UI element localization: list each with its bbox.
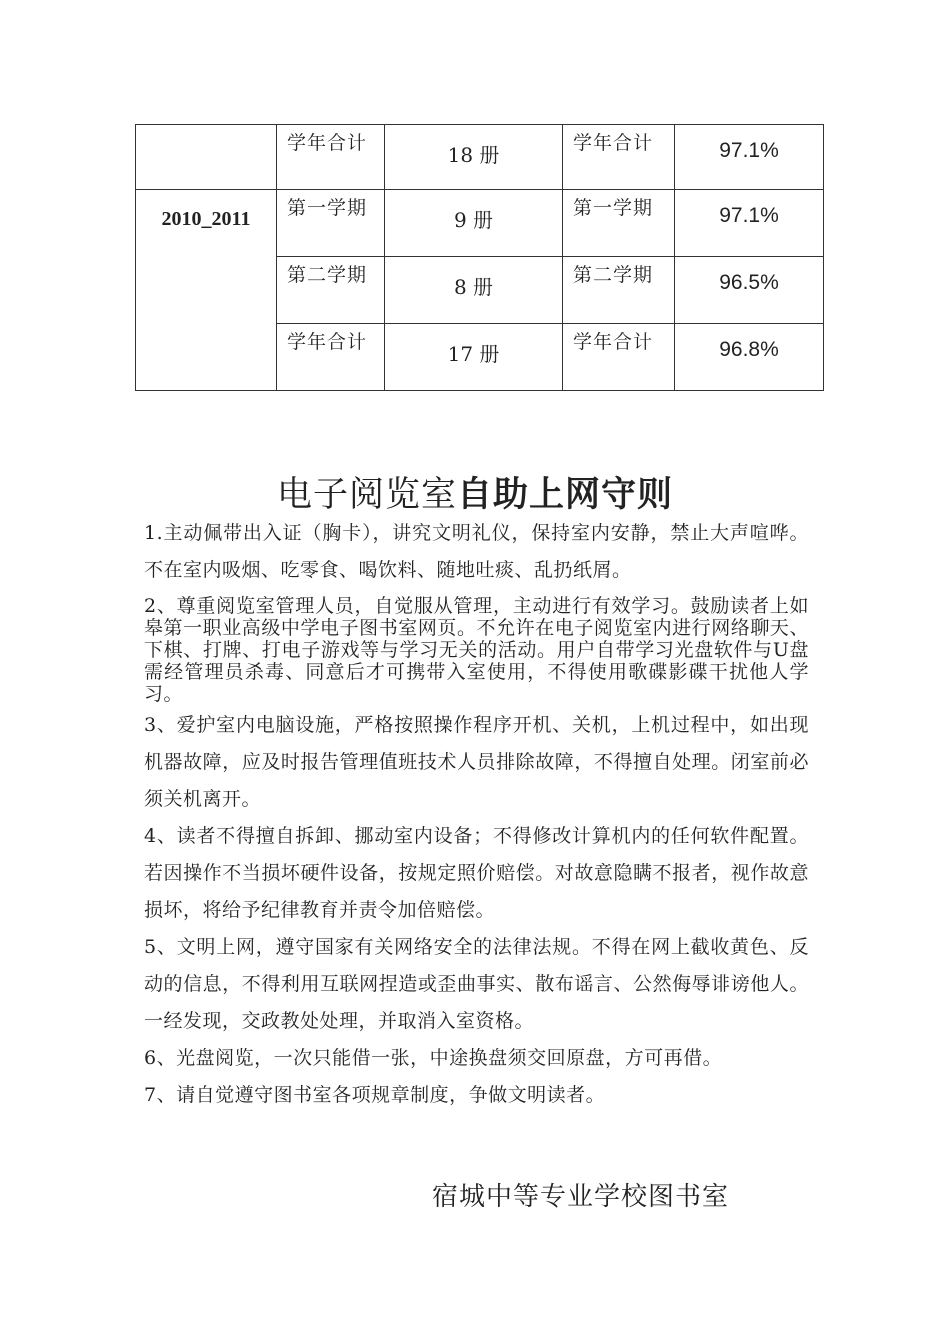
books-count: 17 册 bbox=[447, 342, 500, 366]
books-count: 8 册 bbox=[453, 275, 494, 299]
rate-value: 97.1% bbox=[719, 204, 779, 227]
rate-value: 96.8% bbox=[719, 338, 779, 361]
rule-item: 3、爱护室内电脑设施，严格按照操作程序开机、关机，上机过程中，如出现机器故障，应及时报告管理值班技术人员排除故障，不得擅自处理。闭室前必须关机离开。 bbox=[144, 714, 809, 810]
rules-list bbox=[144, 515, 809, 1114]
rule-item: 1.主动佩带出入证（胸卡），讲究文明礼仪，保持室内安静，禁止大声喧哗。不在室内吸烟、吃零食、喝饮料、随地吐痰、乱扔纸屑。 bbox=[144, 522, 809, 581]
table-row bbox=[136, 125, 824, 190]
books-count: 9 册 bbox=[453, 208, 494, 232]
rule-item: 2、尊重阅览室管理人员，自觉服从管理，主动进行有效学习。鼓励读者上如皋第一职业高级中学电子图书室网页。不允许在电子阅览室内进行网络聊天、下棋、打牌、打电子游戏等与学习无关的活动。用户自带学习光盘软件与U盘需经管理员杀毒、同意后才可携带入室使用，不得使用歌碟影碟干扰他人学习。 bbox=[144, 595, 809, 705]
term-label: 第二学期 bbox=[573, 264, 654, 286]
term-label: 第一学期 bbox=[573, 197, 654, 219]
year-cell-top bbox=[136, 125, 277, 190]
rule-item: 7、请自觉遵守图书室各项规章制度，争做文明读者。 bbox=[144, 1084, 606, 1106]
term-label: 学年合计 bbox=[573, 132, 654, 154]
term-label: 学年合计 bbox=[287, 132, 368, 154]
year-cell bbox=[136, 190, 277, 391]
table-row bbox=[136, 190, 824, 257]
title-part-1: 电子阅览室 bbox=[276, 475, 457, 515]
rate-value: 97.1% bbox=[719, 139, 779, 162]
term-label: 第一学期 bbox=[287, 197, 368, 219]
term-label: 学年合计 bbox=[287, 331, 368, 353]
term-label: 学年合计 bbox=[573, 331, 654, 353]
rate-value: 96.5% bbox=[719, 271, 779, 294]
page-title bbox=[0, 467, 950, 517]
title-part-2: 自助上网守则 bbox=[457, 475, 674, 515]
school-year: 2010_2011 bbox=[161, 208, 251, 230]
rule-item: 5、文明上网，遵守国家有关网络安全的法律法规。不得在网上截收黄色、反动的信息，不得利用互联网捏造或歪曲事实、散布谣言、公然侮辱诽谤他人。一经发现，交政教处处理，并取消入室资格。 bbox=[144, 936, 809, 1032]
statistics-table bbox=[135, 124, 824, 391]
signature: 宿城中等专业学校图书室 bbox=[432, 1182, 730, 1212]
rule-item: 6、光盘阅览，一次只能借一张，中途换盘须交回原盘，方可再借。 bbox=[144, 1047, 723, 1069]
rule-item: 4、读者不得擅自拆卸、挪动室内设备；不得修改计算机内的任何软件配置。若因操作不当损坏硬件设备，按规定照价赔偿。对故意隐瞒不报者，视作故意损坏，将给予纪律教育并责令加倍赔偿。 bbox=[144, 825, 809, 921]
books-count: 18 册 bbox=[447, 143, 500, 167]
term-label: 第二学期 bbox=[287, 264, 368, 286]
